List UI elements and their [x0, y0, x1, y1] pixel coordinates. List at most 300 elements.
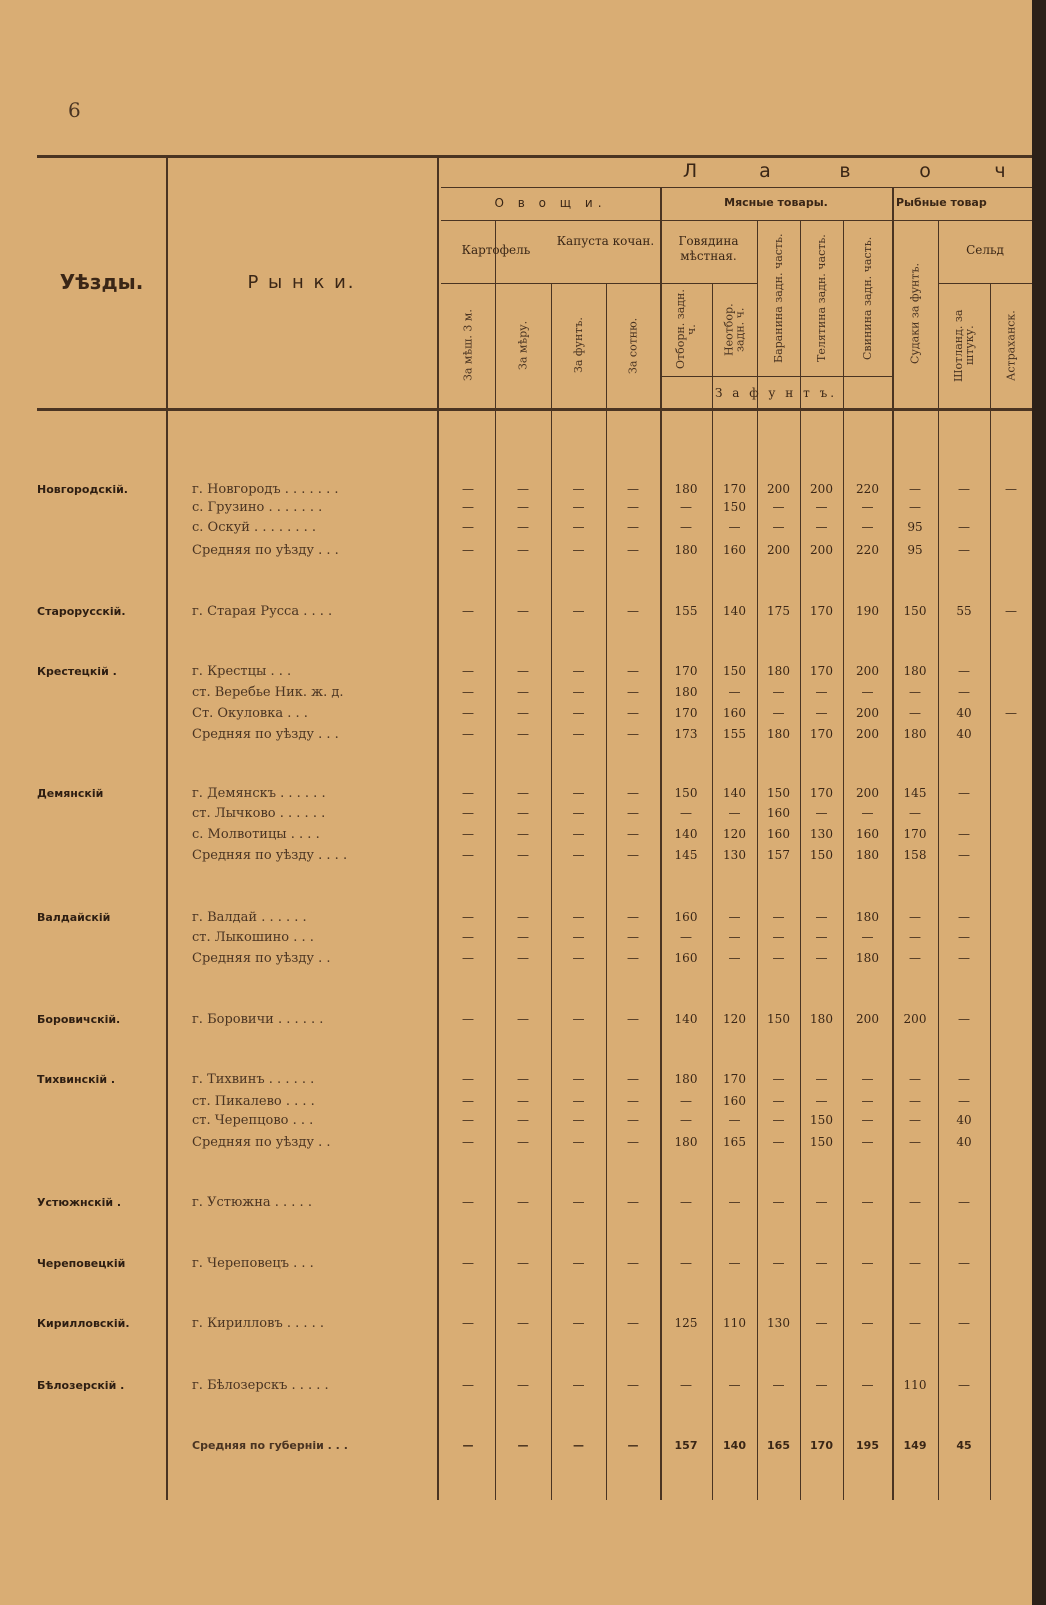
table-cell: — — [728, 930, 741, 944]
table-cell: 220 — [856, 543, 879, 557]
table-cell: — — [958, 1316, 970, 1330]
table-cell: — — [815, 520, 828, 534]
market-name: ст. Лычково . . . . . . — [192, 806, 326, 821]
table-cell: — — [1005, 482, 1017, 496]
table-cell: — — [462, 664, 474, 678]
table-cell: — — [462, 827, 474, 841]
table-cell: — — [517, 685, 529, 699]
table-cell: — — [861, 520, 874, 534]
table-cell: — — [627, 951, 639, 965]
table-cell: — — [909, 951, 921, 965]
table-cell: 200 — [856, 1012, 879, 1026]
table-cell: — — [517, 1113, 529, 1127]
table-cell: — — [815, 685, 828, 699]
table-cell: 195 — [856, 1439, 879, 1452]
table-cell: — — [861, 1316, 874, 1330]
table-cell: — — [627, 1072, 639, 1086]
table-cell: 155 — [674, 604, 698, 618]
table-cell: — — [572, 910, 585, 924]
table-cell: — — [627, 1316, 639, 1330]
uezd-col-rule — [166, 155, 168, 1500]
table-cell: — — [627, 500, 639, 514]
table-cell: — — [909, 1256, 921, 1270]
table-cell: — — [958, 482, 970, 496]
table-cell: — — [861, 1113, 874, 1127]
table-cell: — — [861, 1195, 874, 1209]
table-cell: — — [462, 1072, 474, 1086]
column-header-10: Судаки за фунтъ. — [908, 263, 922, 365]
market-name: ст. Пикалево . . . . — [192, 1094, 315, 1109]
uezd-name: Тихвинскій . — [37, 1073, 116, 1086]
table-cell: — — [517, 910, 529, 924]
uezd-name: Кирилловскій. — [37, 1317, 130, 1330]
table-cell: 180 — [674, 1135, 698, 1149]
table-cell: — — [572, 1378, 585, 1392]
header-rybnye: Рыбные товар — [896, 196, 987, 209]
header-lavochnye-letter: а — [759, 160, 771, 182]
table-cell: 170 — [674, 706, 698, 720]
uezd-name: Новгородскій. — [37, 483, 128, 496]
table-cell: — — [627, 786, 639, 800]
table-cell: — — [462, 910, 474, 924]
table-cell: 173 — [674, 727, 698, 741]
table-cell: — — [627, 1135, 639, 1149]
table-cell: — — [815, 500, 828, 514]
table-cell: — — [462, 1195, 474, 1209]
table-cell: — — [1005, 706, 1017, 720]
table-cell: — — [462, 1378, 474, 1392]
header-myasnye: Мясные товары. — [724, 196, 828, 209]
table-cell: 155 — [723, 727, 746, 741]
uezd-name: Крестецкій . — [37, 665, 117, 678]
table-cell: — — [572, 685, 585, 699]
table-cell: — — [680, 500, 692, 514]
table-cell: — — [772, 951, 785, 965]
market-col-rule — [437, 155, 439, 1500]
table-cell: 180 — [856, 848, 879, 862]
table-cell: 180 — [767, 727, 790, 741]
table-cell: — — [627, 827, 639, 841]
column-header-5: Отборн. задн. ч. — [674, 289, 698, 370]
uezd-name: Валдайскій — [37, 911, 111, 924]
table-cell: — — [572, 1094, 585, 1108]
table-cell: — — [517, 951, 529, 965]
table-cell: 200 — [856, 786, 879, 800]
table-cell: — — [627, 520, 639, 534]
table-cell: 140 — [723, 604, 746, 618]
market-name: г. Новгородъ . . . . . . . — [192, 482, 339, 497]
table-cell: — — [572, 482, 585, 496]
table-cell: 165 — [723, 1135, 746, 1149]
table-cell: — — [958, 951, 970, 965]
table-cell: — — [462, 727, 474, 741]
uezd-name: Старорусскій. — [37, 605, 126, 618]
table-cell: 170 — [810, 664, 833, 678]
table-cell: 180 — [903, 664, 927, 678]
header-uezdy: Уѣзды. — [59, 270, 144, 294]
table-cell: 150 — [723, 664, 746, 678]
table-cell: 175 — [767, 604, 790, 618]
table-cell: — — [728, 1195, 741, 1209]
table-cell: 180 — [674, 685, 698, 699]
column-header-6: Неотбор. задн. ч. — [722, 303, 747, 356]
table-cell: 140 — [674, 827, 698, 841]
table-cell: 200 — [856, 664, 879, 678]
table-cell: 140 — [723, 1439, 746, 1452]
table-cell: 160 — [723, 706, 746, 720]
table-cell: — — [517, 1094, 529, 1108]
table-cell: — — [572, 1012, 585, 1026]
table-cell: — — [627, 1195, 639, 1209]
table-cell: — — [627, 706, 639, 720]
table-cell: — — [627, 727, 639, 741]
table-cell: — — [517, 543, 529, 557]
page-edge — [1032, 0, 1046, 1605]
table-cell: — — [680, 806, 692, 820]
table-cell: 200 — [767, 482, 790, 496]
table-cell: — — [958, 1195, 970, 1209]
table-cell: — — [909, 706, 921, 720]
table-cell: — — [958, 786, 970, 800]
table-cell: — — [517, 664, 529, 678]
table-cell: — — [861, 1072, 874, 1086]
header-kartofel: Картофель — [461, 243, 531, 257]
table-cell: 40 — [956, 1135, 972, 1149]
table-cell: — — [517, 1195, 529, 1209]
table-cell: — — [462, 1135, 474, 1149]
table-cell: — — [462, 500, 474, 514]
header-lavochnye-letter: в — [839, 160, 851, 182]
table-cell: — — [572, 500, 585, 514]
table-cell: — — [627, 910, 639, 924]
table-cell: 110 — [903, 1378, 927, 1392]
table-cell: — — [572, 1135, 585, 1149]
column-header-8: Телятина задн. часть. — [815, 234, 828, 362]
table-cell: — — [462, 1113, 474, 1127]
market-name: Ст. Окуловка . . . — [192, 706, 308, 721]
table-cell: — — [627, 930, 639, 944]
table-cell: — — [517, 1316, 529, 1330]
table-cell: — — [462, 806, 474, 820]
table-cell: — — [772, 930, 785, 944]
table-cell: — — [815, 1195, 828, 1209]
table-cell: 150 — [723, 500, 746, 514]
table-cell: — — [861, 1256, 874, 1270]
table-cell: — — [815, 806, 828, 820]
table-cell: — — [627, 848, 639, 862]
table-cell: — — [517, 1256, 529, 1270]
market-name: Средняя по уѣзду . . — [192, 1135, 331, 1150]
table-cell: 130 — [810, 827, 833, 841]
table-cell: — — [462, 786, 474, 800]
table-cell: 200 — [856, 727, 879, 741]
table-cell: — — [572, 930, 585, 944]
column-header-1: За мѣш. 3 м. — [461, 309, 475, 382]
header-lavochnye-letter: о — [919, 160, 931, 182]
table-cell: — — [815, 1316, 828, 1330]
table-cell: — — [728, 520, 741, 534]
table-cell: — — [909, 500, 921, 514]
table-cell: 165 — [767, 1439, 790, 1452]
table-cell: — — [573, 1439, 584, 1452]
market-name: Средняя по уѣзду . . . — [192, 543, 339, 558]
table-cell: — — [772, 1113, 785, 1127]
table-cell: — — [572, 727, 585, 741]
table-cell: 220 — [856, 482, 879, 496]
header-govyadina: Говядина мѣстная. — [678, 234, 739, 263]
table-top-rule — [37, 155, 1032, 158]
table-cell: 180 — [767, 664, 790, 678]
table-cell: 130 — [767, 1316, 790, 1330]
market-name: Средняя по уѣзду . . . . — [192, 848, 348, 863]
table-cell: — — [772, 500, 785, 514]
table-cell: — — [909, 482, 921, 496]
column-header-4: За сотню. — [626, 317, 640, 374]
table-cell: — — [958, 543, 970, 557]
table-cell: 180 — [674, 543, 698, 557]
table-cell: — — [861, 930, 874, 944]
table-cell: 160 — [674, 910, 698, 924]
table-cell: 180 — [903, 727, 927, 741]
table-cell: 150 — [767, 1012, 790, 1026]
table-cell: — — [728, 806, 741, 820]
table-cell: — — [772, 1256, 785, 1270]
table-cell: — — [517, 500, 529, 514]
table-cell: 95 — [907, 543, 923, 557]
table-cell: — — [517, 604, 529, 618]
table-cell: 120 — [723, 1012, 746, 1026]
table-cell: — — [909, 685, 921, 699]
table-cell: — — [815, 951, 828, 965]
table-cell: 200 — [903, 1012, 927, 1026]
market-name: с. Оскуй . . . . . . . . — [192, 520, 317, 535]
table-cell: — — [627, 1439, 639, 1452]
table-cell: — — [572, 1256, 585, 1270]
table-cell: 170 — [810, 604, 833, 618]
header-ovoshchi: О в о щ и. — [494, 196, 607, 210]
table-cell: — — [815, 910, 828, 924]
lavochnye-rule — [441, 187, 1032, 188]
table-cell: 160 — [856, 827, 879, 841]
market-name: с. Грузино . . . . . . . — [192, 500, 323, 515]
table-cell: — — [958, 1072, 970, 1086]
table-cell: 40 — [956, 706, 972, 720]
table-cell: — — [958, 685, 970, 699]
uezd-name: Бѣлозерскій . — [37, 1379, 125, 1392]
table-cell: — — [517, 706, 529, 720]
header-seledki: Сельд — [966, 243, 1004, 257]
table-cell: — — [680, 1195, 692, 1209]
table-cell: 40 — [956, 1113, 972, 1127]
table-cell: — — [462, 848, 474, 862]
table-cell: — — [728, 951, 741, 965]
table-cell: — — [815, 1256, 828, 1270]
table-cell: — — [772, 910, 785, 924]
table-cell: 180 — [674, 1072, 698, 1086]
table-cell: — — [627, 482, 639, 496]
table-cell: — — [909, 1316, 921, 1330]
table-cell: — — [815, 930, 828, 944]
table-cell: — — [728, 1113, 741, 1127]
table-cell: — — [958, 664, 970, 678]
column-header-3: За фунтъ. — [572, 317, 585, 374]
zafunt-rule — [660, 376, 892, 377]
table-cell: 170 — [674, 664, 698, 678]
table-cell: — — [572, 1072, 585, 1086]
table-cell: 150 — [674, 786, 698, 800]
table-cell: — — [572, 604, 585, 618]
table-cell: — — [728, 685, 741, 699]
table-cell: — — [958, 827, 970, 841]
table-cell: — — [772, 706, 785, 720]
table-cell: — — [627, 1378, 639, 1392]
table-cell: — — [680, 1256, 692, 1270]
column-header-9: Свинина задн. часть. — [861, 236, 874, 360]
column-header-7: Баранина задн. часть. — [772, 233, 785, 363]
table-cell: 120 — [723, 827, 746, 841]
table-cell: 157 — [767, 848, 790, 862]
table-cell: 40 — [956, 727, 972, 741]
market-name: Средняя по уѣзду . . — [192, 951, 331, 966]
table-cell: — — [517, 1072, 529, 1086]
table-cell: — — [958, 1012, 970, 1026]
table-cell: — — [517, 482, 529, 496]
table-cell: 160 — [767, 806, 790, 820]
table-cell: 170 — [810, 727, 833, 741]
table-cell: — — [680, 1094, 692, 1108]
table-cell: — — [958, 910, 970, 924]
table-cell: 180 — [856, 910, 879, 924]
uezd-name: Череповецкій — [37, 1257, 126, 1270]
table-cell: 180 — [856, 951, 879, 965]
subgroup-rule-fish — [938, 283, 1032, 284]
market-name: ст. Лыкошино . . . — [192, 930, 314, 945]
subgroup-rule-meat — [660, 283, 757, 284]
table-cell: — — [958, 1378, 970, 1392]
table-cell: — — [909, 806, 921, 820]
table-cell: 150 — [767, 786, 790, 800]
table-cell: — — [517, 520, 529, 534]
table-cell: 145 — [903, 786, 927, 800]
table-cell: — — [462, 1316, 474, 1330]
table-cell: — — [572, 827, 585, 841]
column-header-11: Шотланд. за штуку. — [952, 309, 976, 382]
table-cell: — — [572, 1316, 585, 1330]
market-name: г. Старая Русса . . . . — [192, 604, 333, 619]
table-cell: 125 — [674, 1316, 698, 1330]
header-rynki: Р ы н к и. — [247, 272, 356, 293]
table-cell: — — [680, 520, 692, 534]
market-name: г. Тихвинъ . . . . . . — [192, 1072, 315, 1087]
table-cell: 158 — [903, 848, 927, 862]
table-cell: — — [909, 930, 921, 944]
table-cell: — — [462, 482, 474, 496]
table-cell: — — [462, 706, 474, 720]
table-cell: — — [861, 1378, 874, 1392]
table-cell: — — [772, 1195, 785, 1209]
table-cell: — — [627, 685, 639, 699]
table-cell: — — [462, 951, 474, 965]
table-cell: 160 — [723, 1094, 746, 1108]
column-header-2: За мѣру. — [516, 320, 530, 371]
table-cell: — — [517, 1135, 529, 1149]
table-cell: — — [462, 1256, 474, 1270]
table-cell: — — [772, 520, 785, 534]
table-cell: — — [680, 930, 692, 944]
province-average-label: Средняя по губерніи . . . — [192, 1439, 348, 1452]
table-cell: — — [815, 706, 828, 720]
table-cell: — — [728, 1256, 741, 1270]
table-cell: — — [772, 1378, 785, 1392]
table-cell: — — [517, 827, 529, 841]
table-cell: 160 — [674, 951, 698, 965]
table-cell: — — [572, 543, 585, 557]
table-cell: 200 — [767, 543, 790, 557]
table-cell: — — [861, 1135, 874, 1149]
table-cell: 160 — [723, 543, 746, 557]
uezd-name: Боровичскій. — [37, 1013, 121, 1026]
market-name: г. Кирилловъ . . . . . — [192, 1316, 325, 1331]
table-cell: — — [517, 786, 529, 800]
table-cell: 200 — [856, 706, 879, 720]
table-cell: — — [517, 1378, 529, 1392]
uezd-name: Устюжнскій . — [37, 1196, 122, 1209]
table-cell: — — [572, 786, 585, 800]
table-cell: 45 — [956, 1439, 972, 1452]
table-cell: — — [462, 520, 474, 534]
table-cell: — — [909, 910, 921, 924]
table-cell: 140 — [723, 786, 746, 800]
table-cell: — — [462, 930, 474, 944]
table-cell: 170 — [723, 1072, 746, 1086]
table-cell: 130 — [723, 848, 746, 862]
table-cell: 170 — [810, 1439, 833, 1452]
table-cell: — — [462, 685, 474, 699]
table-cell: — — [772, 1135, 785, 1149]
table-cell: — — [958, 848, 970, 862]
table-cell: — — [462, 1439, 474, 1452]
table-cell: — — [462, 1094, 474, 1108]
table-cell: 170 — [903, 827, 927, 841]
market-name: г. Боровичи . . . . . . — [192, 1012, 324, 1027]
group-rule — [441, 220, 1032, 221]
table-cell: — — [909, 1113, 921, 1127]
table-cell: — — [909, 1094, 921, 1108]
table-cell: — — [909, 1072, 921, 1086]
table-cell: 150 — [810, 848, 833, 862]
table-cell: — — [462, 1012, 474, 1026]
table-cell: — — [572, 664, 585, 678]
table-cell: — — [728, 1378, 741, 1392]
header-zafunt: З а ф у н т ъ. — [714, 386, 838, 400]
table-cell: 110 — [723, 1316, 746, 1330]
market-name: г. Демянскъ . . . . . . — [192, 786, 326, 801]
table-cell: — — [627, 543, 639, 557]
table-cell: 190 — [856, 604, 879, 618]
market-name: г. Бѣлозерскъ . . . . . — [192, 1378, 329, 1393]
page-number: 6 — [68, 98, 81, 122]
table-cell: — — [627, 664, 639, 678]
market-name: г. Устюжна . . . . . — [192, 1195, 312, 1210]
market-name: г. Крестцы . . . — [192, 664, 292, 679]
table-cell: — — [958, 930, 970, 944]
table-cell: — — [462, 543, 474, 557]
market-name: ст. Веребье Ник. ж. д. — [192, 685, 344, 700]
header-kapusta: Капуста кочан. — [556, 234, 655, 248]
table-cell: — — [861, 685, 874, 699]
table-cell: — — [815, 1378, 828, 1392]
table-cell: — — [772, 1072, 785, 1086]
